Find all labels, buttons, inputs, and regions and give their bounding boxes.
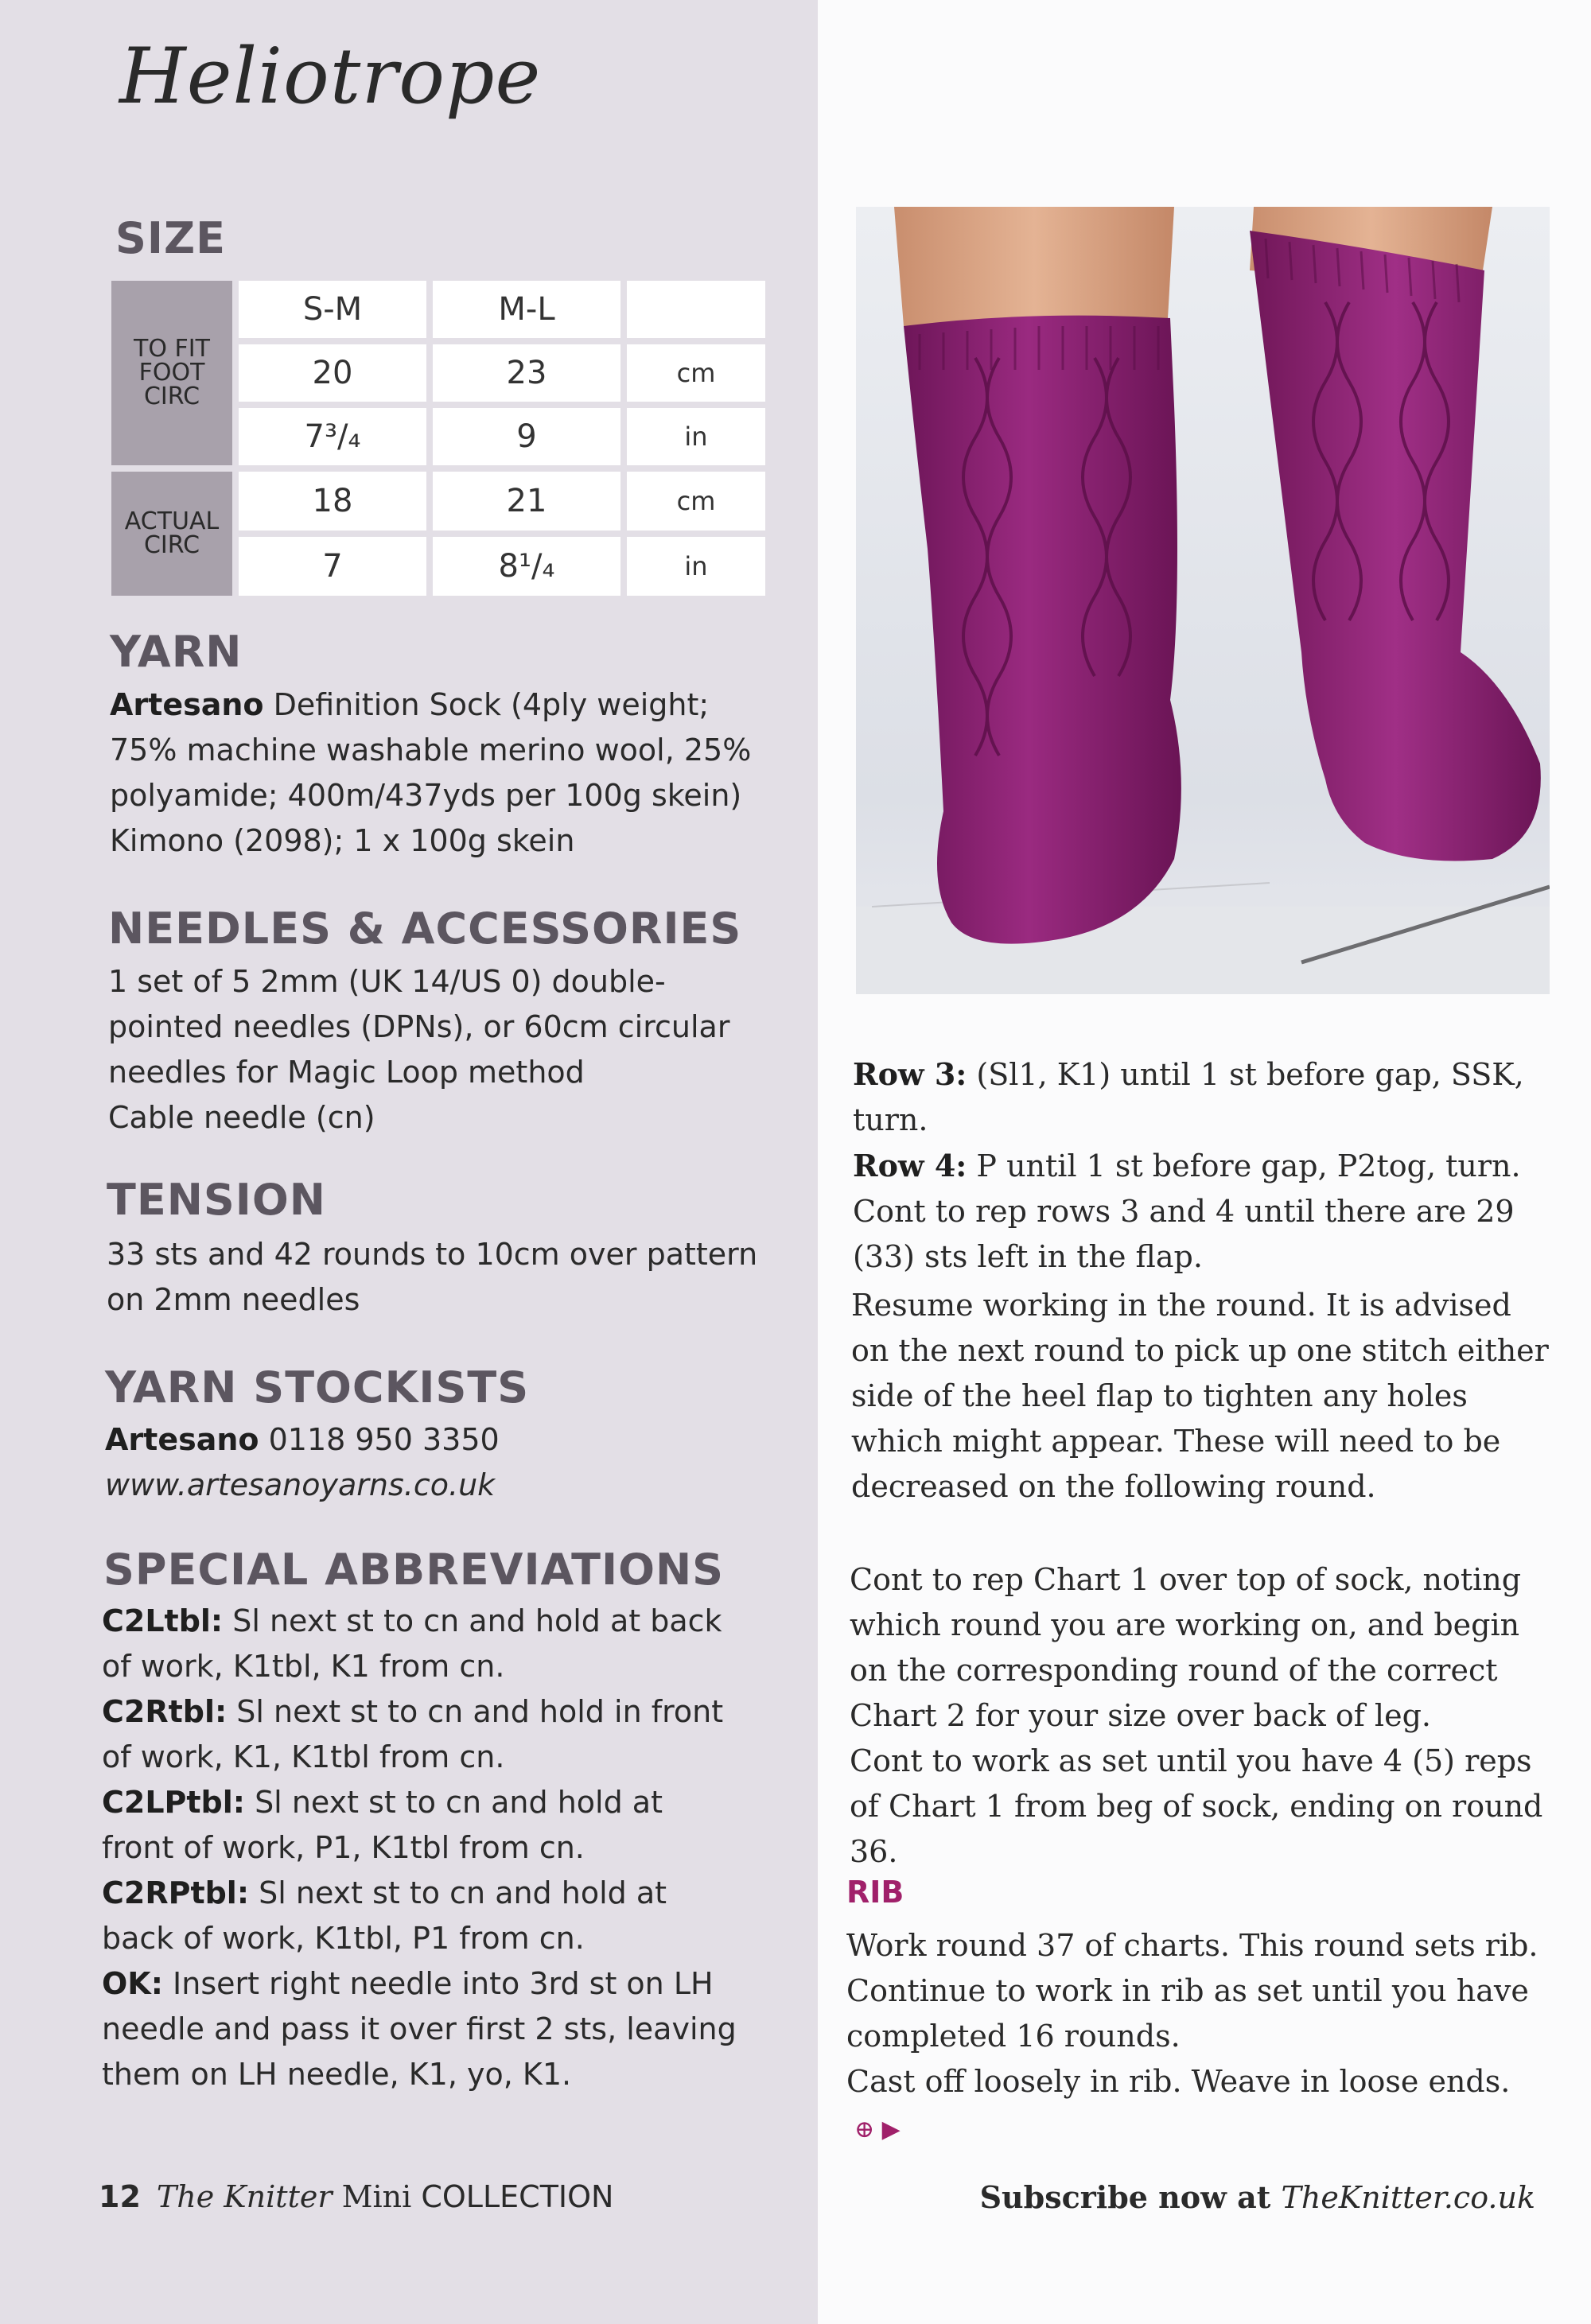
page-number: 12 [99,2179,141,2214]
row3-text: (Sl1, K1) until 1 st before gap, SSK, turn. [853,1057,1524,1137]
table-cell-unit: cm [627,472,765,530]
abbreviation-term: C2Ltbl: [102,1603,224,1638]
cont-rows-text: Cont to rep rows 3 and 4 until there are 29 (33) sts left in the flap. [853,1194,1515,1274]
abbreviation-item [102,1689,738,1780]
column-header-m-l: M-L [433,281,620,338]
socks-photo [856,207,1550,994]
row-group-foot-circ [111,281,232,465]
stockist-brand: Artesano [105,1422,259,1457]
abbreviation-term: OK: [102,1966,163,2001]
size-table [111,281,765,596]
left-sock [904,316,1181,944]
heel-instructions [853,1051,1553,1280]
needles-description [108,959,760,1141]
footer-subscribe [980,2179,1535,2215]
row4-label: Row 4: [853,1148,967,1183]
rib-text-3: Cast off loosely in rib. Weave in loose ends. [846,2064,1511,2099]
table-cell: 20 [239,344,426,402]
row4-text: P until 1 st before gap, P2tog, turn. [967,1148,1521,1183]
abbreviation-item [102,1961,738,2097]
abbreviation-definition: Insert right needle into 3rd st on LH needle and pass it over first 2 sts, leaving them on LH needle, K1, yo, K1. [102,1966,737,2092]
footer-folio [99,2179,613,2214]
abbreviations-list [102,1599,738,2097]
rib-text-2: Continue to work in rib as set until you have completed 16 rounds. [846,1973,1529,2054]
yarn-heading: YARN [110,627,243,677]
stockist-url: www.artesanoyarns.co.uk [105,1467,496,1502]
abbreviation-definition: Sl next st to cn and hold in front of work, K1, K1tbl from cn. [102,1694,724,1774]
magazine-collection: COLLECTION [411,2179,614,2214]
chart2-text: Cont to work as set until you have 4 (5) reps of Chart 1 from beg of sock, ending on round 36. [850,1743,1543,1869]
abbreviation-definition: Sl next st to cn and hold at back of work, K1tbl, K1 from cn. [102,1603,722,1684]
left-leg [894,207,1174,326]
abbreviation-definition: Sl next st to cn and hold at front of work, P1, K1tbl from cn. [102,1785,663,1865]
table-cell-unit: cm [627,344,765,402]
table-cell: 23 [433,344,620,402]
abbreviation-term: C2LPtbl: [102,1785,245,1820]
tension-text: 33 sts and 42 rounds to 10cm over pattern on 2mm needles [107,1237,758,1317]
abbreviation-item [102,1780,738,1871]
abbreviations-heading: SPECIAL ABBREVIATIONS [103,1545,725,1595]
needles-heading: NEEDLES & ACCESSORIES [108,904,742,954]
stockist-phone: 0118 950 3350 [259,1422,500,1457]
table-cell-unit: in [627,408,765,465]
table-cell: 8¹/₄ [433,537,620,596]
rib-instructions [846,1923,1562,2152]
resume-text: Resume working in the round. It is advised on the next round to pick up one stitch either side of the heel flap to tighten any holes which might appear. These will need to be decreased on the following round. [851,1288,1549,1504]
socks-illustration [856,207,1550,994]
abbreviation-item [102,1599,738,1689]
abbreviation-term: C2RPtbl: [102,1875,250,1910]
end-of-pattern-icon: ⊕ ▶ [854,2116,901,2143]
abbreviation-item [102,1871,738,1961]
magazine-name: The Knitter [156,2179,333,2214]
stockists-heading: YARN STOCKISTS [105,1362,530,1413]
row-group-actual-circ [111,472,232,596]
abbreviation-term: C2Rtbl: [102,1694,228,1729]
cable-needle-text: Cable needle (cn) [108,1100,375,1135]
table-cell: 18 [239,472,426,530]
rib-heading: RIB [846,1875,904,1910]
yarn-description [110,682,762,864]
stockists-details [105,1417,773,1508]
subscribe-site: TheKnitter.co.uk [1281,2180,1535,2215]
abbreviation-definition: Sl next st to cn and hold at back of work, K1tbl, P1 from cn. [102,1875,667,1956]
row3-label: Row 3: [853,1056,967,1092]
column-header-s-m: S-M [239,281,426,338]
pattern-title: Heliotrope [119,32,542,121]
table-cell: 9 [433,408,620,465]
table-cell: 21 [433,472,620,530]
subscribe-text: Subscribe now at [979,2179,1282,2215]
table-cell-unit: in [627,537,765,596]
chart-instructions [850,1557,1550,1875]
needles-text: 1 set of 5 2mm (UK 14/US 0) double-pointed needles (DPNs), or 60cm circular needles for Magic Loop method [108,964,730,1090]
yarn-text: Definition Sock (4ply weight; 75% machine washable merino wool, 25% polyamide; 400m/437yds per 100g skein) Kimono (2098); 1 x 100g skein [110,687,752,858]
table-cell: 7 [239,537,426,596]
magazine-mini: Mini [332,2179,412,2214]
yarn-brand: Artesano [110,687,264,722]
row-group-actual-circ-label: ACTUAL CIRC [124,507,220,559]
tension-heading: TENSION [107,1175,326,1225]
row-group-foot-circ-label: TO FIT FOOT CIRC [134,335,210,410]
column-header-blank [627,281,765,338]
table-cell: 7³/₄ [239,408,426,465]
rib-text-1: Work round 37 of charts. This round sets rib. [846,1928,1538,1963]
chart1-text: Cont to rep Chart 1 over top of sock, noting which round you are working on, and begin on the corresponding round of the correct Chart 2 for your size over back of leg. [850,1562,1522,1733]
size-heading: SIZE [115,213,227,263]
